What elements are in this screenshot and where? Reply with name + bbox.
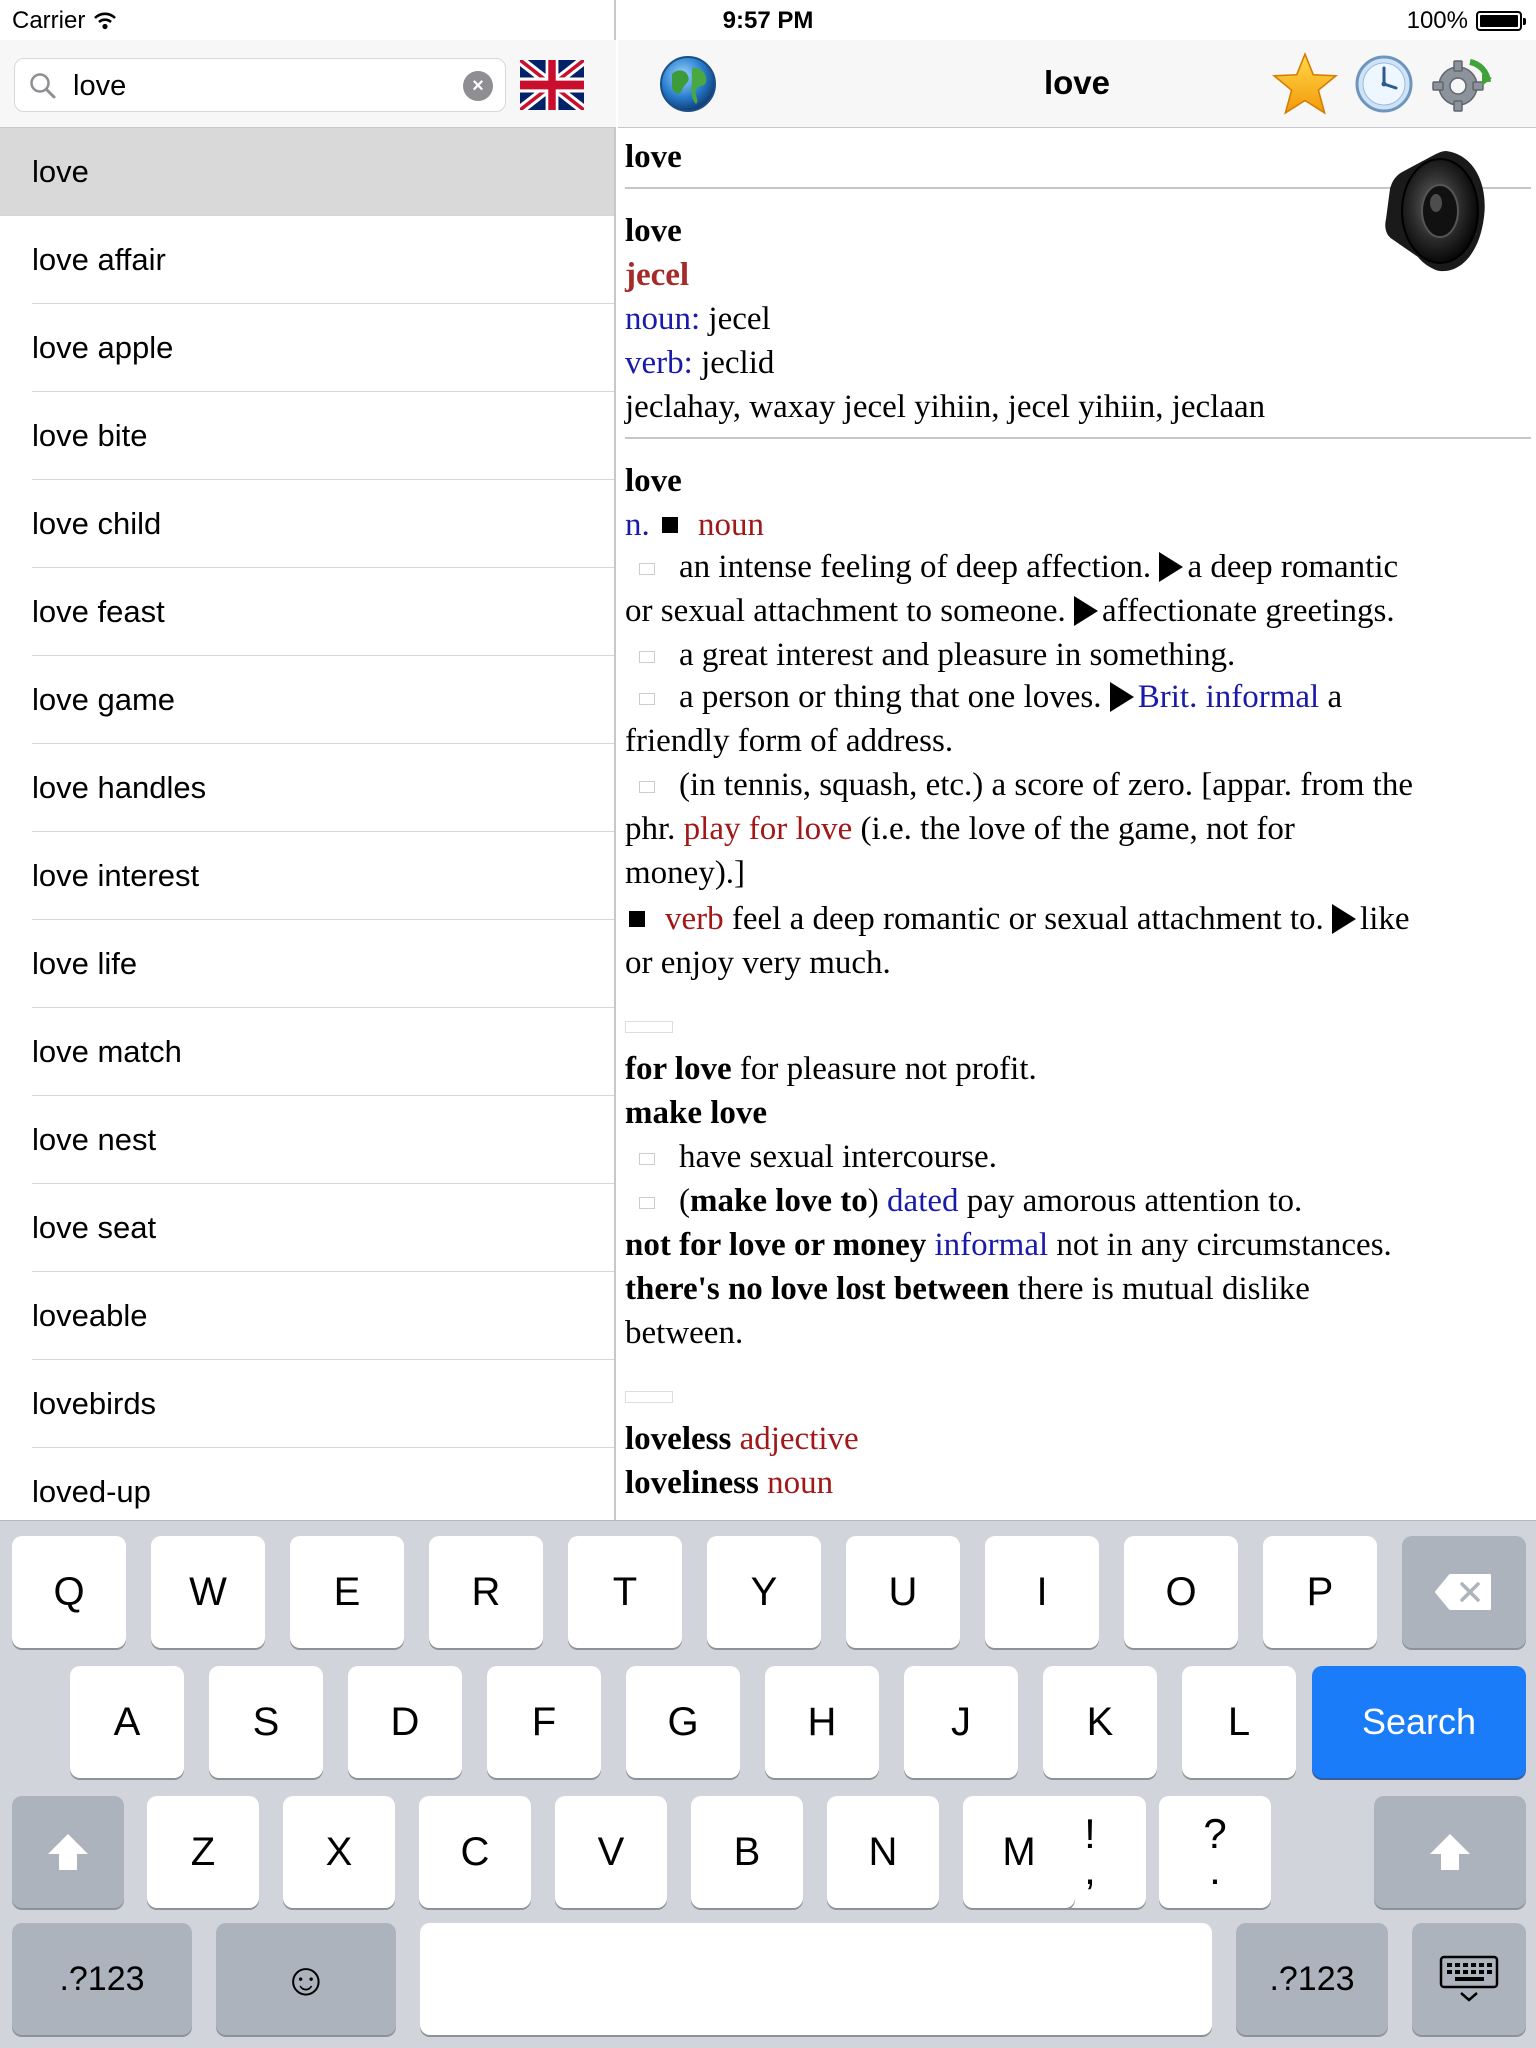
key-t[interactable]: T	[568, 1536, 682, 1648]
key-c[interactable]: C	[419, 1796, 531, 1908]
derivative-loveliness	[625, 1461, 1528, 1505]
key-k[interactable]: K	[1043, 1666, 1157, 1778]
def-text: not in any circumstances.	[1056, 1227, 1392, 1263]
sense-marker	[639, 1153, 655, 1165]
entry-nav-bar	[618, 40, 1536, 128]
def-text: between.	[625, 1315, 744, 1351]
key-e[interactable]: E	[290, 1536, 404, 1648]
shift-key-left[interactable]	[12, 1796, 124, 1908]
def-text: pay amorous attention to.	[966, 1183, 1303, 1219]
paren-text: (	[679, 1183, 690, 1219]
paren-text: )	[867, 1183, 879, 1219]
sense-marker	[639, 563, 655, 575]
shift-key-right[interactable]	[1374, 1796, 1526, 1908]
search-icon	[29, 72, 57, 100]
key-h[interactable]: H	[765, 1666, 879, 1778]
def-text: or enjoy very much.	[625, 945, 891, 981]
key-z[interactable]: Z	[147, 1796, 259, 1908]
noun-label: noun	[698, 507, 764, 543]
entry-title: love	[1043, 64, 1111, 101]
keyboard-dismiss-icon	[1439, 1955, 1499, 2003]
word-list-item[interactable]: love life	[0, 920, 614, 1008]
battery-icon	[1476, 11, 1522, 31]
sense-marker	[639, 651, 655, 663]
hide-keyboard-key[interactable]	[1412, 1923, 1526, 2035]
search-input[interactable]	[73, 66, 463, 106]
carrier-label: Carrier	[12, 7, 86, 34]
def-text: there is mutual dislike	[1017, 1271, 1310, 1307]
key-label: !	[1084, 1810, 1096, 1857]
sense-marker	[639, 693, 655, 705]
def-text: (i.e. the love of the game, not for	[860, 811, 1295, 847]
key-j[interactable]: J	[904, 1666, 1018, 1778]
speaker-icon[interactable]	[1384, 147, 1488, 275]
word-list-item[interactable]: love apple	[0, 304, 614, 392]
definition-4	[625, 763, 1528, 895]
phrase-not-for-love	[625, 1223, 1528, 1267]
key-a[interactable]: A	[70, 1666, 184, 1778]
search-key[interactable]: Search	[1312, 1666, 1526, 1778]
verb-translation	[625, 341, 1528, 385]
def-text: for pleasure not profit.	[739, 1051, 1037, 1087]
space-key[interactable]	[420, 1923, 1212, 2035]
word-list-item[interactable]: love match	[0, 1008, 614, 1096]
section-marker	[625, 1021, 673, 1033]
derivative-headword: loveliness	[625, 1465, 759, 1501]
def-text: a	[1327, 679, 1343, 715]
usage-label: Brit. informal	[1137, 679, 1320, 715]
def-text: friendly form of address.	[625, 723, 954, 759]
sense-marker	[639, 781, 655, 793]
key-q[interactable]: Q	[12, 1536, 126, 1648]
key-b[interactable]: B	[691, 1796, 803, 1908]
key-o[interactable]: O	[1124, 1536, 1238, 1648]
shift-icon	[46, 1832, 90, 1872]
word-list-item[interactable]: love feast	[0, 568, 614, 656]
word-list-pane	[0, 0, 616, 1520]
clock-icon[interactable]	[1354, 54, 1414, 114]
phrase-headword: not for love or money	[625, 1227, 927, 1263]
key-x[interactable]: X	[283, 1796, 395, 1908]
arrow-icon	[1332, 904, 1356, 934]
pos-label: noun	[767, 1465, 834, 1501]
verb-label: verb	[665, 901, 724, 937]
key-f[interactable]: F	[487, 1666, 601, 1778]
numbers-key-right[interactable]: .?123	[1236, 1923, 1388, 2035]
word-forms: jeclahay, waxay jecel yihiin, jecel yihiin, jeclaan	[625, 389, 1266, 425]
key-m[interactable]: M	[963, 1796, 1075, 1908]
battery-indicator	[1407, 7, 1522, 35]
abbr-label: n.	[625, 507, 650, 543]
key-v[interactable]: V	[555, 1796, 667, 1908]
def-text: a deep romantic	[1187, 549, 1399, 585]
backspace-icon	[1434, 1573, 1494, 1611]
key-u[interactable]: U	[846, 1536, 960, 1648]
definition-1	[625, 545, 1528, 633]
key-g[interactable]: G	[626, 1666, 740, 1778]
phrase-headword: there's no love lost between	[625, 1271, 1010, 1307]
def-text: or sexual attachment to someone.	[625, 593, 1066, 629]
word-list-item[interactable]: love affair	[0, 216, 614, 304]
def-text: a person or thing that one loves.	[679, 679, 1102, 715]
usage-label: informal	[934, 1227, 1049, 1263]
key-n[interactable]: N	[827, 1796, 939, 1908]
phrase-headword: for love	[625, 1051, 732, 1087]
dictionary-entry	[618, 129, 1536, 1520]
status-bar	[0, 0, 1536, 40]
entry-headword-3: love	[625, 463, 682, 499]
key-l[interactable]: L	[1182, 1666, 1296, 1778]
phrase-no-love-lost	[625, 1267, 1528, 1355]
noun-translation	[625, 297, 1528, 341]
pos-label: verb:	[625, 345, 693, 381]
arrow-icon	[1159, 552, 1183, 582]
key-w[interactable]: W	[151, 1536, 265, 1648]
phrase-make-love: make love	[625, 1095, 768, 1131]
pos-value: jecel	[708, 301, 771, 337]
search-bar	[0, 40, 616, 128]
entry-headword-2: love	[625, 213, 682, 249]
phrase-make-love-def-2	[625, 1179, 1528, 1223]
word-list-item[interactable]: love child	[0, 480, 614, 568]
uk-flag-icon[interactable]	[520, 60, 584, 110]
numbers-key-left[interactable]: .?123	[12, 1923, 192, 2035]
def-text: feel a deep romantic or sexual attachment to.	[731, 901, 1324, 937]
word-list-item[interactable]: lovebirds	[0, 1360, 614, 1448]
pos-label: adjective	[739, 1421, 859, 1457]
pos-header	[625, 503, 1528, 547]
def-text: an intense feeling of deep affection.	[679, 549, 1152, 585]
star-icon[interactable]	[1272, 52, 1338, 116]
arrow-icon	[1110, 682, 1134, 712]
pos-value: jeclid	[701, 345, 775, 381]
def-text: money).]	[625, 855, 746, 891]
phrase-headword: make love to	[690, 1183, 868, 1219]
verb-definition	[625, 897, 1528, 985]
section-marker	[625, 1391, 673, 1403]
def-text: have sexual intercourse.	[679, 1139, 997, 1175]
sense-marker	[639, 1197, 655, 1209]
phrase-for-love	[625, 1047, 1528, 1091]
def-text: phr.	[625, 811, 676, 847]
definition-2	[625, 633, 1528, 677]
bullet-square	[662, 517, 678, 533]
clear-search-button[interactable]: ×	[463, 71, 493, 101]
def-text: affectionate greetings.	[1102, 593, 1395, 629]
word-list-item[interactable]: love game	[0, 656, 614, 744]
key-label: ,	[1084, 1846, 1096, 1893]
arrow-icon	[1074, 596, 1098, 626]
translation: jecel	[625, 257, 690, 293]
key-question-period[interactable]	[1159, 1796, 1271, 1908]
word-list-item[interactable]: loved-up	[0, 1448, 614, 1520]
def-text: a great interest and pleasure in something.	[679, 637, 1236, 673]
battery-percent: 100%	[1406, 7, 1468, 34]
key-y[interactable]: Y	[707, 1536, 821, 1648]
key-d[interactable]: D	[348, 1666, 462, 1778]
phrase-make-love-def-1	[625, 1135, 1528, 1179]
word-list-item[interactable]: love bite	[0, 392, 614, 480]
def-text: like	[1360, 901, 1410, 937]
emoji-key[interactable]: ☺	[216, 1923, 396, 2035]
pos-label: noun:	[625, 301, 701, 337]
bullet-square	[629, 911, 645, 927]
search-box[interactable]	[14, 58, 506, 112]
divider	[625, 437, 1531, 439]
entry-headword: love	[625, 139, 682, 175]
word-list-item[interactable]: love handles	[0, 744, 614, 832]
key-r[interactable]: R	[429, 1536, 543, 1648]
definition-3	[625, 675, 1528, 763]
clock-time: 9:57 PM	[722, 7, 814, 34]
shift-icon	[1428, 1832, 1472, 1872]
key-s[interactable]: S	[209, 1666, 323, 1778]
word-list-item[interactable]: love	[0, 128, 614, 216]
word-list-item[interactable]: love interest	[0, 832, 614, 920]
backspace-key[interactable]	[1402, 1536, 1526, 1648]
refresh-gear-icon[interactable]	[1430, 52, 1494, 116]
usage-label: dated	[887, 1183, 959, 1219]
derivative-loveless	[625, 1417, 1528, 1461]
def-text: (in tennis, squash, etc.) a score of zero. [appar. from the	[679, 767, 1413, 803]
derivative-headword: loveless	[625, 1421, 732, 1457]
key-label: ?	[1203, 1810, 1227, 1857]
word-list-item[interactable]: love seat	[0, 1184, 614, 1272]
word-list-item[interactable]: love nest	[0, 1096, 614, 1184]
on-screen-keyboard	[0, 1520, 1536, 2048]
phrase-text: play for love	[683, 811, 853, 847]
word-list	[0, 128, 614, 1520]
word-list-item[interactable]: loveable	[0, 1272, 614, 1360]
key-p[interactable]: P	[1263, 1536, 1377, 1648]
key-i[interactable]: I	[985, 1536, 1099, 1648]
key-label: .	[1209, 1846, 1221, 1893]
